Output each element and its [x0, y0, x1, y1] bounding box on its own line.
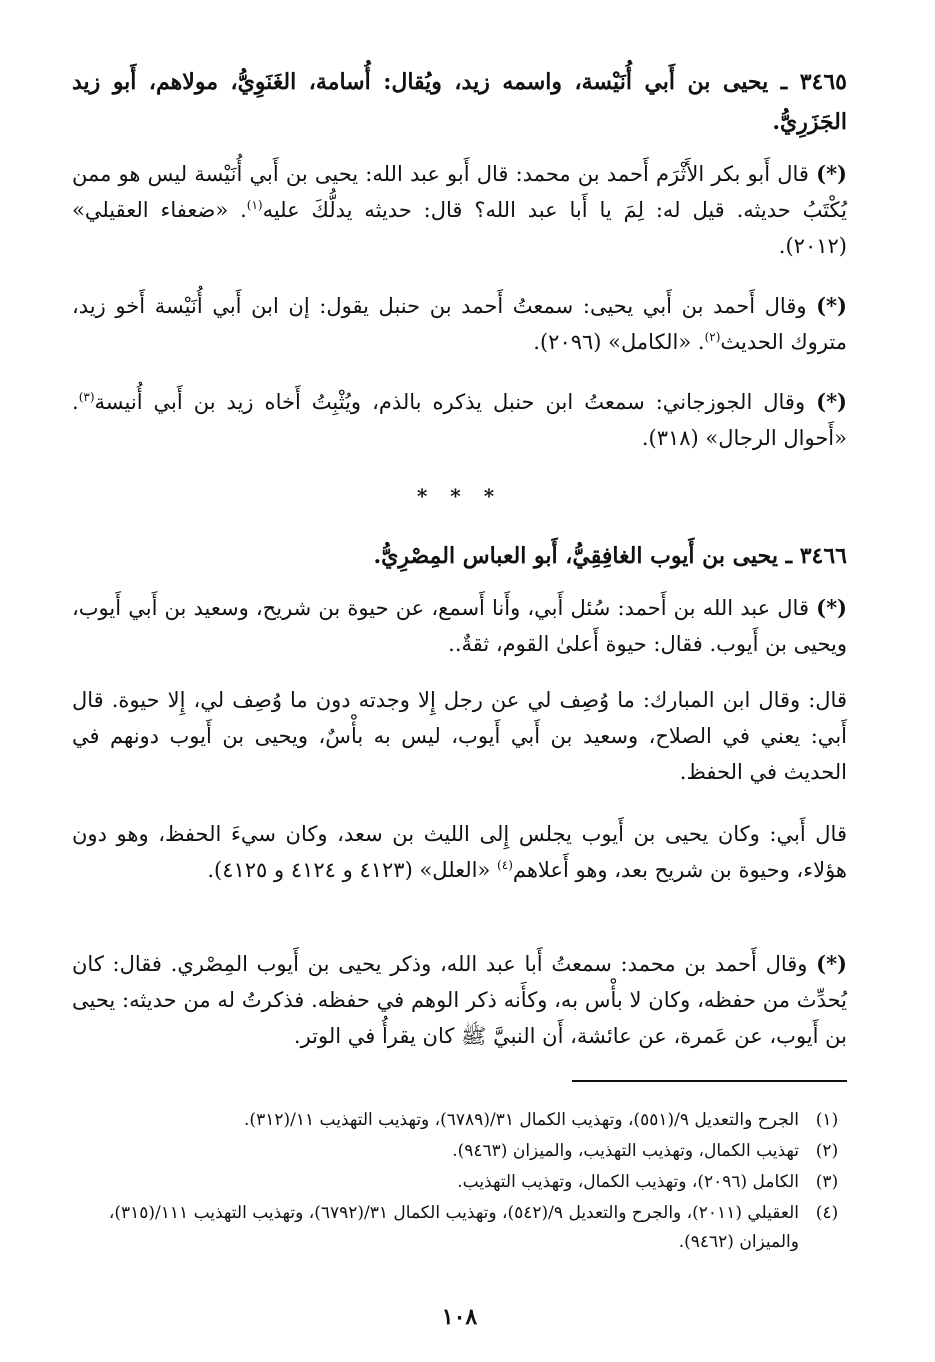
page-number: ١٠٨ [441, 1304, 478, 1330]
footnote-text: تهذيب الكمال، وتهذيب التهذيب، والميزان (٩٤٦٣). [452, 1141, 799, 1161]
footnote-number: (٤) [815, 1203, 839, 1223]
footnote-number: (٣) [815, 1172, 839, 1192]
paragraph-source: «العلل» (٤١٢٣ و ٤١٢٤ و ٤١٢٥). [207, 858, 498, 882]
footnote-text: الجرح والتعديل ٩/(٥٥١)، وتهذيب الكمال ٣١/(٦٧٨٩)، وتهذيب التهذيب ١١/(٣١٢). [244, 1110, 799, 1130]
footnote-ref: (٢) [704, 330, 721, 344]
paragraph [72, 816, 847, 888]
footnote-text: الكامل (٢٠٩٦)، وتهذيب الكمال، وتهذيب التهذيب. [457, 1172, 799, 1192]
paragraph [72, 590, 847, 662]
footnote-ref: (١) [246, 198, 263, 212]
paragraph [72, 384, 847, 456]
star-marker: (*) [816, 161, 847, 186]
entry-heading: ٣٤٦٦ ـ يحيى بن أَيوب الغافِقِيُّ، أَبو العباس المِصْرِيُّ. [373, 543, 847, 569]
footnote-text: العقيلي (٢٠١١)، والجرح والتعديل ٩/(٥٤٢)، وتهذيب الكمال ٣١/(٦٧٩٢)، وتهذيب التهذيب ١١١/(٣١٥)، والميزان (٩٤٦٢). [108, 1203, 799, 1252]
paragraph [72, 946, 847, 1054]
paragraph-source: . «الكامل» (٢٠٩٦). [533, 330, 705, 354]
paragraph-text: قال: وقال ابن المبارك: ما وُصِف لي عن رجل إِلا وجدته دون ما وُصِف لي، إِلا حيوة. قال أَبي: يعني في الصلاح، وسعيد بن أَبي أَيوب، ليس به بأْسٌ، ويحيى بن أَيوب دونهم في الحديث في الحفظ. [72, 688, 847, 784]
paragraph [72, 288, 847, 360]
paragraph-text: قال أَبو بكر الأَثْرَم أَحمد بن محمد: قال أَبو عبد الله: يحيى بن أَبي أُنَيْسة ليس هو ممن يُكْتَبُ حديثه. قيل له: لِمَ يا أَبا عبد الله؟ قال: حديثه يدلُّكَ عليه [72, 162, 847, 222]
star-marker: (*) [816, 389, 847, 414]
footnote-ref: (٣) [78, 390, 95, 404]
footnote-number: (٢) [815, 1141, 839, 1161]
paragraph-source: . «أَحوال الرجال» (٣١٨). [72, 390, 847, 450]
star-marker: (*) [816, 951, 847, 976]
paragraph [72, 682, 847, 790]
footnote-divider [572, 1080, 847, 1082]
star-marker: (*) [816, 293, 847, 318]
paragraph [72, 156, 847, 264]
section-separator: * * * [416, 484, 503, 508]
paragraph-source: . «ضعفاء العقيلي» (٢٠١٢). [72, 198, 847, 258]
paragraph-text: وقال أَحمد بن أَبي يحيى: سمعتُ أَحمد بن حنبل يقول: إن ابن أَبي أُنَيْسة أَخو زيد، متروك الحديث [72, 294, 847, 354]
star-marker: (*) [816, 595, 847, 620]
footnote-ref: (٤) [497, 858, 513, 872]
paragraph-text: قال أَبي: وكان يحيى بن أَيوب يجلس إِلى الليث بن سعد، وكان سيءَ الحفظ، وهو دون هؤلاء، وحيوة بن شريح بعد، وهو أَعلاهم [72, 822, 847, 882]
entry-heading: ٣٤٦٥ ـ يحيى بن أَبي أُنَيْسة، واسمه زيد، ويُقال: أُسامة، الغَنَوِيُّ، مولاهم، أَبو زيد الجَزَرِيُّ. [72, 69, 847, 135]
paragraph-text: وقال الجوزجاني: سمعتُ ابن حنبل يذكره بالذم، ويُثْبِتُ أَخاه زيد بن أَبي أُنيسة [94, 390, 806, 414]
footnote-number: (١) [815, 1110, 839, 1130]
paragraph-text: وقال أَحمد بن محمد: سمعتُ أَبا عبد الله، وذكر يحيى بن أَيوب المِصْري. فقال: كان يُحدِّث من حفظه، وكان لا بأْس به، وكأَنه ذكر الوهم في حفظه. فذكرتُ له من حديثه: يحيى بن أَيوب، عن عَمرة، عن عائشة، أَن النبيَّ ﷺ كان يقرأُ في الوتر. [72, 952, 847, 1048]
paragraph-text: قال عبد الله بن أَحمد: سُئل أَبي، وأَنا أَسمع، عن حيوة بن شريح، وسعيد بن أَبي أَيوب، ويحيى بن أَيوب. فقال: حيوة أَعلىٰ القوم، ثقةٌ.. [72, 596, 847, 656]
book-page [72, 52, 847, 1342]
